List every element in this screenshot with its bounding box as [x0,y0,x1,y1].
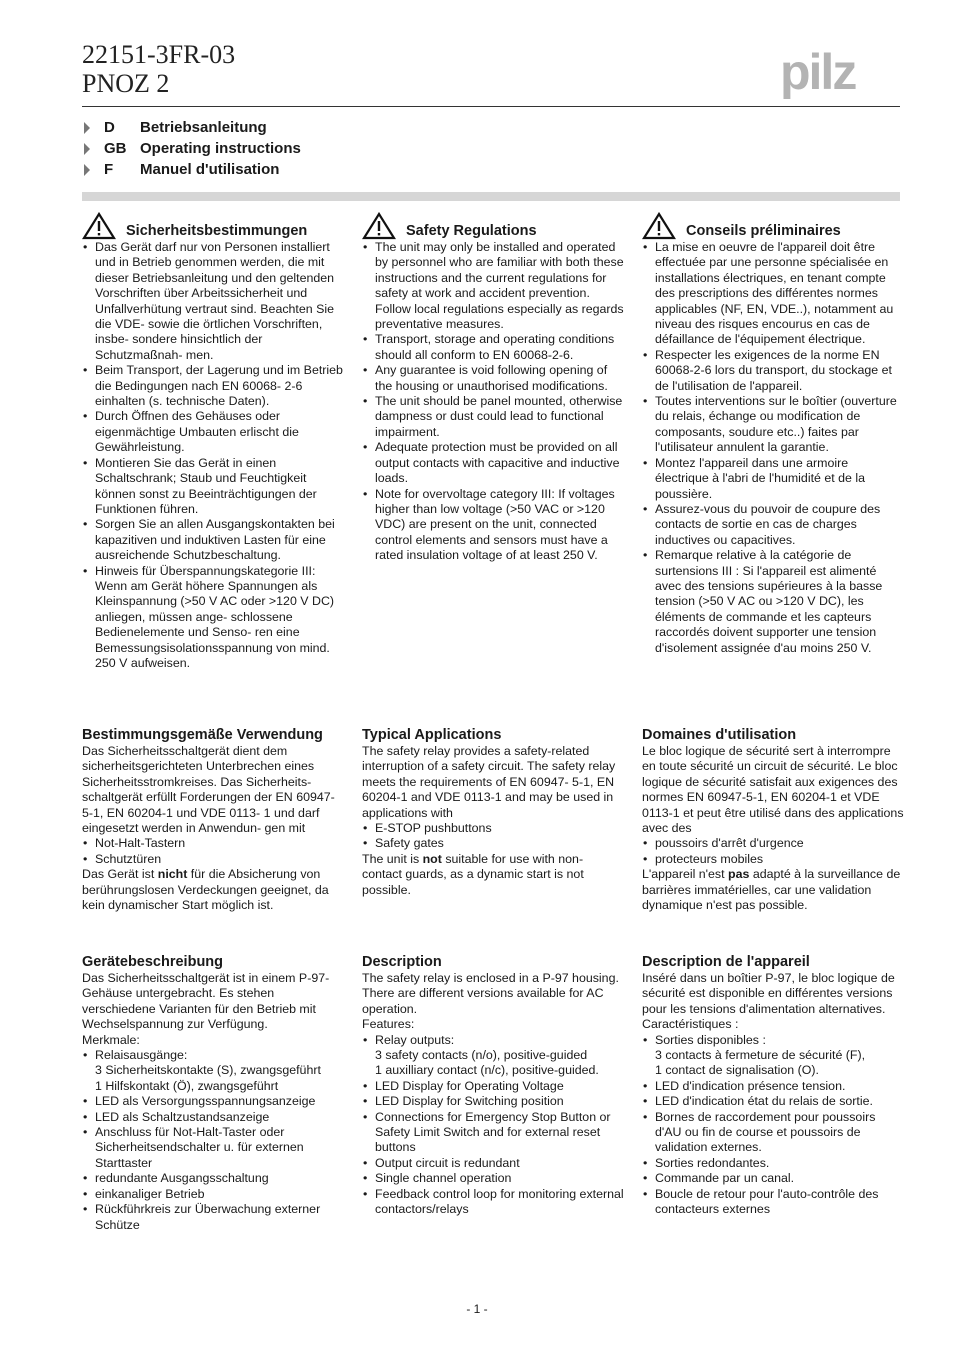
description-section-de [82,953,344,1233]
list-item: • The unit should be panel mounted, otherwise dampness or dust could lead to functional impairment. [362,394,624,440]
description-title-en: Description [362,954,442,970]
list-item: • Single channel operation [362,1171,624,1186]
safety-list-en [362,240,624,564]
list-item: • poussoirs d'arrêt d'urgence [642,836,904,851]
applications-intro-fr: Le bloc logique de sécurité sert à interrompre en toute sécurité un circuit de sécurité. Le bloc logique de sécurité satisfait aux exigences des normes EN 60947-5-1, EN 60204-1 et VDE 0113-1 et peut être utilisé dans des applications avec des [642,744,904,836]
description-title-fr: Description de l'appareil [642,954,810,970]
applications-note-en: The unit is not suitable for use with non- contact guards, as a dynamic start is not possible. [362,851,584,897]
list-item: • protecteurs mobiles [642,852,904,867]
warning-icon [362,212,396,240]
applications-intro-en: The safety relay provides a safety-related interruption of a safety circuit. The safety relay meets the requirements of EN 60947- 5-1, EN 60204-1 and VDE 0113-1 and may be used in applications with [362,744,616,820]
description-section-fr [642,953,904,1218]
list-item: • Montez l'appareil dans une armoire électrique à l'abri de l'humidité et de la poussière. [642,456,904,502]
description-intro-en: The safety relay is enclosed in a P-97 housing. There are different versions available for AC operation. [362,971,619,1016]
list-item: • Adequate protection must be provided on all output contacts with capacitive and inductive loads. [362,440,624,486]
list-item: • einkanaliger Betrieb [82,1187,344,1202]
applications-intro-de: Das Sicherheitsschaltgerät dient dem sicherheitsgerichteten Unterbrechen eines Sicherheitsstromkreises. Das Sicherheits- schaltgerät erfüllt Forderungen der EN 60947-5-1, EN 60204-1 und VDE 0113- 1 und darf eingesetzt werden in Anwendun- gen mit [82,744,335,836]
list-item: • Relaisausgänge: 3 Sicherheitskontakte (S), zwangsgeführt 1 Hilfskontakt (Ö), zwangsgeführt [82,1048,344,1094]
applications-list-en [362,821,624,852]
list-item: • redundante Ausgangsschaltung [82,1171,344,1186]
warning-icon [642,212,676,240]
applications-list-fr [642,836,904,867]
list-item: • Output circuit is redundant [362,1156,624,1171]
description-intro-fr: Inséré dans un boîtier P-97, le bloc logique de sécurité est disponible en différentes versions pour les tensions d'alimentation alternatives. [642,971,895,1016]
list-item: • Durch Öffnen des Gehäuses oder eigenmächtige Umbauten erlischt die Gewährleistung. [82,409,344,455]
triangle-bullet-icon [84,164,90,176]
list-item: • Schutztüren [82,852,344,867]
relay-detail: 3 Sicherheitskontakte (S), zwangsgeführt [95,1063,321,1078]
list-item: • LED Display for Switching position [362,1094,624,1109]
relay-detail: 1 contact de signalisation (O). [655,1063,819,1078]
list-item: • Boucle de retour pour l'auto-contrôle des contacteurs externes [642,1187,904,1218]
list-item: • LED d'indication présence tension. [642,1079,904,1094]
safety-section-en [362,210,624,564]
relay-detail: 1 Hilfskontakt (Ö), zwangsgeführt [95,1078,279,1093]
list-item: • LED Display for Operating Voltage [362,1079,624,1094]
language-label: Operating instructions [140,140,301,157]
features-label-en: Features: [362,1017,415,1032]
description-intro-de: Das Sicherheitsschaltgerät ist in einem P-97-Gehäuse untergebracht. Es stehen verschiedene Varianten für den Betrieb mit Wechselspannung zur Verfügung. [82,971,330,1032]
list-item: • LED als Versorgungsspannungsanzeige [82,1094,344,1109]
list-item: • Commande par un canal. [642,1171,904,1186]
header-rule [82,106,900,107]
safety-title-de: Sicherheitsbestimmungen [126,223,308,239]
features-label-fr: Caractéristiques : [642,1017,739,1032]
list-item: • Anschluss für Not-Halt-Taster oder Sicherheitsendschalter u. für externen Starttaster [82,1125,344,1171]
safety-section-de [82,210,344,671]
applications-list-de [82,836,344,867]
safety-section-fr [642,210,904,656]
svg-text:pilz: pilz [780,49,856,99]
list-item: • Das Gerät darf nur von Personen installiert und in Betrieb genommen werden, die mit dieser Betriebsanleitung und den geltenden Vorschriften über Arbeitssicherheit und Unfallverhütung vertraut sind. Beachten Sie die VDE- sowie die örtlichen Vorschriften, insbe- sondere hinsichtlich der Schutzmaßnah- men. [82,240,344,363]
list-item: • Note for overvoltage category III: If voltages higher than low voltage (>50 VAC or >120 VDC) are present on the unit, connected control elements and sensors must have a rated insulation voltage of at least 250 V. [362,487,624,564]
document-id [82,40,235,98]
language-code: F [104,161,114,178]
applications-note-de: Das Gerät ist nicht für die Absicherung von berührungslosen Verdeckungen geeignet, da kein dynamischer Start möglich ist. [82,867,329,913]
list-item: • Beim Transport, der Lagerung und im Betrieb die Bedingungen nach EN 60068- 2-6 einhalten (s. technische Daten). [82,363,344,409]
section-divider-bar [82,192,900,201]
list-item: • Not-Halt-Tastern [82,836,344,851]
applications-title-de: Bestimmungsgemäße Verwendung [82,727,323,743]
list-item: • Respecter les exigences de la norme EN 60068-2-6 lors du transport, du stockage et de l'utilisation de l'appareil. [642,348,904,394]
list-item: • LED als Schaltzustandsanzeige [82,1110,344,1125]
list-item: • Montieren Sie das Gerät in einen Schaltschrank; Staub und Feuchtigkeit können sonst zu Beeinträchtigungen der Funktionen führen. [82,456,344,518]
list-item: • Sorties redondantes. [642,1156,904,1171]
list-item: • Sorties disponibles : 3 contacts à fermeture de sécurité (F), 1 contact de signalisation (O). [642,1033,904,1079]
language-list [82,117,301,180]
safety-list-fr [642,240,904,656]
applications-title-en: Typical Applications [362,727,502,743]
product-name: PNOZ 2 [82,69,170,98]
list-item: • La mise en oeuvre de l'appareil doit être effectuée par une personne spécialisée en installations électriques, en tenant compte des prescriptions des différentes normes applicables (NF, EN, VDE..), notamment au niveau des risques encourus en cas de défaillance de l'équipement électrique. [642,240,904,348]
doc-number: 22151-3FR-03 [82,40,236,69]
description-title-de: Gerätebeschreibung [82,954,224,970]
list-item: • The unit may only be installed and operated by personnel who are familiar with both these instructions and the current regulations for safety at work and accident prevention. Follow local regulations especially as regards preventative measures. [362,240,624,332]
relay-detail: 1 auxilliary contact (n/c), positive-guided. [375,1063,599,1078]
language-code: GB [104,140,127,157]
triangle-bullet-icon [84,143,90,155]
description-section-en [362,953,624,1218]
language-item-gb [82,138,301,159]
list-item: • Transport, storage and operating conditions should all conform to EN 60068-2-6. [362,332,624,363]
pilz-logo [780,49,900,99]
list-item: • Bornes de raccordement pour poussoirs d'AU ou fin de course et poussoirs de validation externes. [642,1110,904,1156]
warning-icon [82,212,116,240]
relay-detail: 3 contacts à fermeture de sécurité (F), [655,1048,866,1063]
language-code: D [104,119,115,136]
applications-note-fr: L'appareil n'est pas adapté à la surveillance de barrières immatérielles, car une validation dynamique n'est pas possible. [642,867,901,913]
applications-section-de [82,726,344,913]
language-item-fr [82,159,301,180]
list-item: • Connections for Emergency Stop Button or Safety Limit Switch and for external reset buttons [362,1110,624,1156]
relay-detail: 3 safety contacts (n/o), positive-guided [375,1048,588,1063]
applications-section-en [362,726,624,898]
applications-section-fr [642,726,904,913]
features-list-de [82,1048,344,1233]
list-item: • Toutes interventions sur le boîtier (ouverture du relais, échange ou modification de composants, soudure etc..) faites par l'utilisateur annulent la garantie. [642,394,904,456]
list-item: • Remarque relative à la catégorie de surtensions III : Si l'appareil est alimenté avec des tensions supérieures à la basse tension (>50 V AC ou >120 V DC), les éléments de commande et les capteurs raccordés doivent supporter une tension d'isolement assignée d'au moins 250 V. [642,548,904,656]
list-item: • Hinweis für Überspannungskategorie III: Wenn am Gerät höhere Spannungen als Kleinspannung (>50 V AC oder >120 V DC) anliegen, müssen ange- schlossene Bedienelemente und Senso- ren eine Bemessungsisolationsspannung von mind. 250 V aufweisen. [82,564,344,672]
list-item: • Feedback control loop for monitoring external contactors/relays [362,1187,624,1218]
list-item: • Safety gates [362,836,624,851]
safety-title-fr: Conseils préliminaires [686,223,841,239]
list-item: • Any guarantee is void following opening of the housing or unauthorised modifications. [362,363,624,394]
page-number: - 1 - [466,1302,488,1316]
list-item: • LED d'indication état du relais de sortie. [642,1094,904,1109]
list-item: • Assurez-vous du pouvoir de coupure des contacts de sortie en cas de charges inductives ou capacitives. [642,502,904,548]
features-list-fr [642,1033,904,1218]
language-item-de [82,117,301,138]
list-item: • Relay outputs: 3 safety contacts (n/o), positive-guided 1 auxilliary contact (n/c), positive-guided. [362,1033,624,1079]
safety-list-de [82,240,344,671]
applications-title-fr: Domaines d'utilisation [642,727,797,743]
language-label: Betriebsanleitung [140,119,267,136]
features-list-en [362,1033,624,1218]
list-item: • Sorgen Sie an allen Ausgangskontakten bei kapazitiven und induktiven Lasten für eine ausreichende Schutzbeschaltung. [82,517,344,563]
triangle-bullet-icon [84,122,90,134]
safety-title-en: Safety Regulations [406,223,537,239]
features-label-de: Merkmale: [82,1032,140,1047]
list-item: • E-STOP pushbuttons [362,821,624,836]
list-item: • Rückführkreis zur Überwachung externer Schütze [82,1202,344,1233]
language-label: Manuel d'utilisation [140,161,280,178]
